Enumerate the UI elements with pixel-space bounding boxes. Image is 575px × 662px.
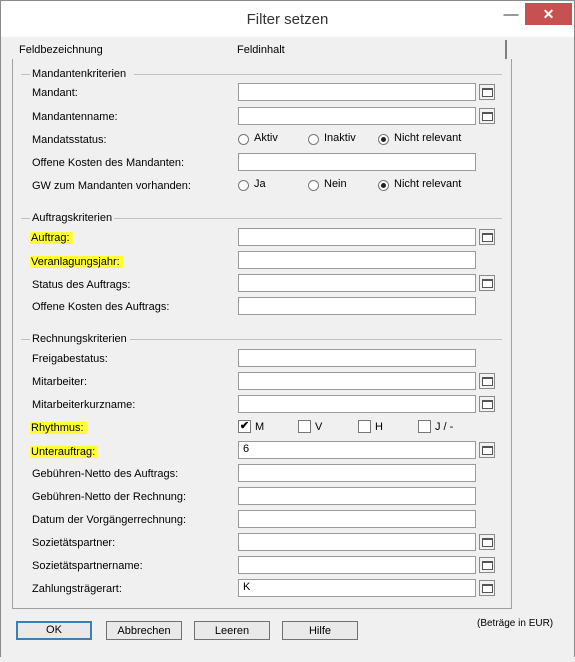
checkbox-v[interactable] xyxy=(298,420,311,433)
minimize-button[interactable]: — xyxy=(503,6,519,23)
gebuehren-auftrag-input[interactable] xyxy=(238,464,476,482)
lookup-icon[interactable] xyxy=(479,396,495,412)
lookup-icon[interactable] xyxy=(479,229,495,245)
lookup-icon[interactable] xyxy=(479,275,495,291)
offene-kosten-mandant-input[interactable] xyxy=(238,153,476,171)
sozietaetspartner-input[interactable] xyxy=(238,533,476,551)
gebuehren-rechnung-input[interactable] xyxy=(238,487,476,505)
auftrag-input[interactable] xyxy=(238,228,476,246)
label-mitarbeiterkurzname: Mitarbeiterkurzname: xyxy=(32,399,136,411)
column-header-content[interactable]: Feldinhalt xyxy=(237,44,285,56)
label-mandant: Mandant: xyxy=(32,87,78,99)
cancel-button[interactable]: Abbrechen xyxy=(106,621,182,640)
ok-button[interactable]: OK xyxy=(16,621,92,640)
checkbox-m[interactable]: ✔ xyxy=(239,420,250,432)
column-header xyxy=(15,40,507,59)
group-divider xyxy=(114,218,502,219)
mitarbeiter-input[interactable] xyxy=(238,372,476,390)
label-unterauftrag: Unterauftrag: xyxy=(30,446,98,458)
label-freigabestatus: Freigabestatus: xyxy=(32,353,108,365)
lookup-icon[interactable] xyxy=(479,557,495,573)
checkbox-label-h: H xyxy=(375,421,383,433)
lookup-icon[interactable] xyxy=(479,442,495,458)
background-strip xyxy=(0,657,575,662)
label-zahlungstraegerart: Zahlungsträgerart: xyxy=(32,583,122,595)
radio-inaktiv[interactable] xyxy=(308,134,319,145)
label-gw: GW zum Mandanten vorhanden: xyxy=(32,180,191,192)
radio-nicht-relevant[interactable] xyxy=(378,134,389,145)
lookup-icon[interactable] xyxy=(479,84,495,100)
title-bar xyxy=(1,1,574,37)
group-divider xyxy=(134,74,502,75)
lookup-icon[interactable] xyxy=(479,108,495,124)
label-offene-kosten-mandant: Offene Kosten des Mandanten: xyxy=(32,157,185,169)
window-title: Filter setzen xyxy=(246,11,329,28)
close-button[interactable]: ✕ xyxy=(525,3,572,25)
label-datum-vorgaenger: Datum der Vorgängerrechnung: xyxy=(32,514,187,526)
mandant-input[interactable] xyxy=(238,83,476,101)
column-header-name[interactable]: Feldbezeichnung xyxy=(19,44,103,56)
group-divider xyxy=(21,218,30,219)
veranlagungsjahr-input[interactable] xyxy=(238,251,476,269)
label-rhythmus: Rhythmus: xyxy=(30,422,87,434)
checkbox-label-v: V xyxy=(315,421,323,433)
radio-label-ja: Ja xyxy=(254,178,266,190)
group-divider xyxy=(130,339,502,340)
group-title-rechnung: Rechnungskriterien xyxy=(32,333,127,345)
radio-aktiv[interactable] xyxy=(238,134,249,145)
group-title-auftrag: Auftragskriterien xyxy=(32,212,113,224)
lookup-icon[interactable] xyxy=(479,534,495,550)
checkbox-j[interactable] xyxy=(418,420,431,433)
unterauftrag-input[interactable]: 6 xyxy=(238,441,476,459)
checkbox-label-j: J / - xyxy=(435,421,454,433)
label-status-auftrag: Status des Auftrags: xyxy=(32,279,131,291)
label-gebuehren-auftrag: Gebühren-Netto des Auftrags: xyxy=(32,468,179,480)
radio-gw-nicht-relevant[interactable] xyxy=(378,180,389,191)
currency-note: (Beträge in EUR) xyxy=(477,618,554,629)
radio-label-inaktiv: Inaktiv xyxy=(324,132,356,144)
label-sozietaetspartnername: Sozietätspartnername: xyxy=(32,560,143,572)
checkbox-label-m: M xyxy=(255,421,265,433)
help-button[interactable]: Hilfe xyxy=(282,621,358,640)
label-gebuehren-rechnung: Gebühren-Netto der Rechnung: xyxy=(32,491,187,503)
label-auftrag: Auftrag: xyxy=(30,232,73,244)
radio-ja[interactable] xyxy=(238,180,249,191)
radio-label-aktiv: Aktiv xyxy=(254,132,278,144)
radio-label-gw-nicht-relevant: Nicht relevant xyxy=(394,178,462,190)
sozietaetspartnername-input[interactable] xyxy=(238,556,476,574)
label-mitarbeiter: Mitarbeiter: xyxy=(32,376,88,388)
datum-vorgaenger-input[interactable] xyxy=(238,510,476,528)
label-offene-kosten-auftrag: Offene Kosten des Auftrags: xyxy=(32,301,170,313)
radio-label-nein: Nein xyxy=(324,178,347,190)
zahlungstraegerart-input[interactable]: K xyxy=(238,579,476,597)
label-sozietaetspartner: Sozietätspartner: xyxy=(32,537,116,549)
offene-kosten-auftrag-input[interactable] xyxy=(238,297,476,315)
lookup-icon[interactable] xyxy=(479,580,495,596)
group-divider xyxy=(21,74,30,75)
label-mandantenname: Mandantenname: xyxy=(32,111,118,123)
label-mandatsstatus: Mandatsstatus: xyxy=(32,134,107,146)
clear-button[interactable]: Leeren xyxy=(194,621,270,640)
label-veranlagungsjahr: Veranlagungsjahr: xyxy=(30,256,123,268)
mitarbeiterkurzname-input[interactable] xyxy=(238,395,476,413)
radio-nein[interactable] xyxy=(308,180,319,191)
status-auftrag-input[interactable] xyxy=(238,274,476,292)
group-divider xyxy=(21,339,30,340)
mandantenname-input[interactable] xyxy=(238,107,476,125)
checkbox-h[interactable] xyxy=(358,420,371,433)
group-title-mandanten: Mandantenkriterien xyxy=(32,68,127,80)
radio-label-nicht-relevant: Nicht relevant xyxy=(394,132,462,144)
lookup-icon[interactable] xyxy=(479,373,495,389)
freigabestatus-input[interactable] xyxy=(238,349,476,367)
